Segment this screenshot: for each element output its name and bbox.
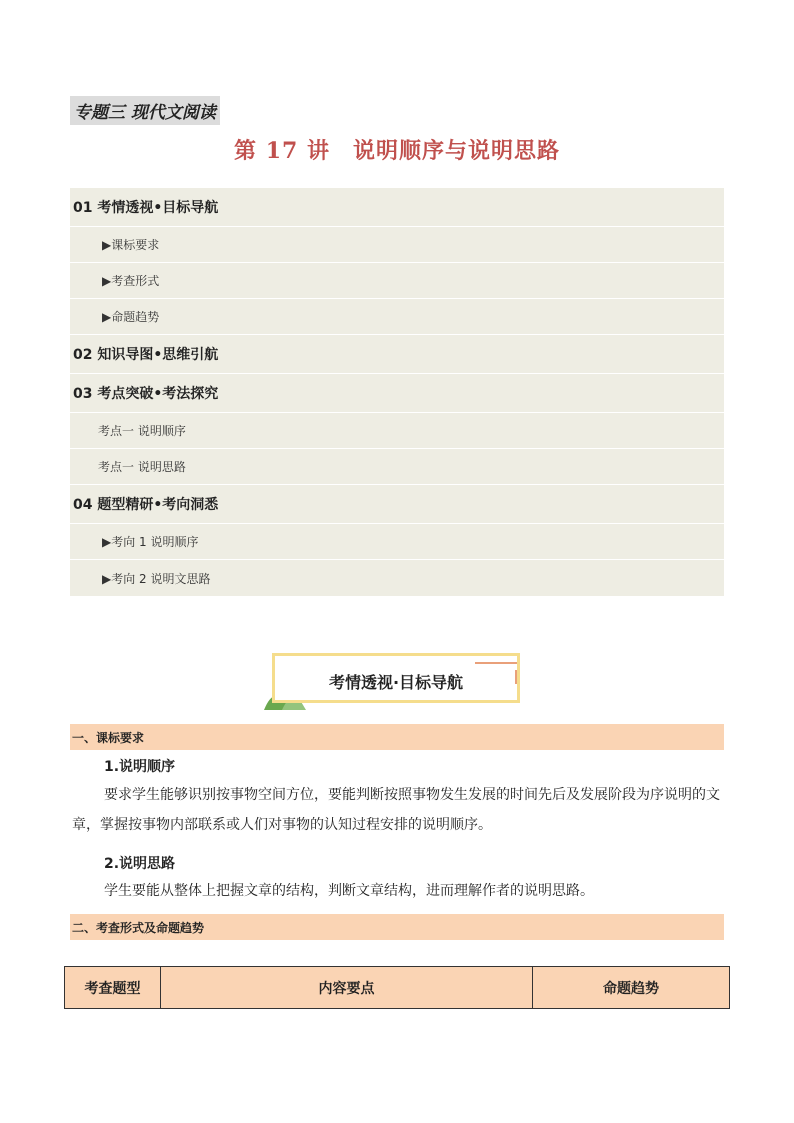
exam-table-header <box>64 966 730 1009</box>
toc-item-exam-form[interactable] <box>70 263 724 299</box>
toc-item-label: ▶命题趋势 <box>102 310 160 324</box>
table-header-cell: 内容要点 <box>161 967 533 1008</box>
paragraph-thinking: 学生要能从整体上把握文章的结构，判断文章结构，进而理解作者的说明思路。 <box>104 883 594 899</box>
toc-item-label: ▶考向 1 说明顺序 <box>102 535 199 549</box>
toc-item-curriculum[interactable] <box>70 227 724 263</box>
toc-item-label: 02 知识导图•思维引航 <box>73 347 219 363</box>
toc-item-3[interactable] <box>70 374 724 413</box>
section-heading-curriculum: 一、课标要求 <box>70 724 724 750</box>
toc-item-label: 03 考点突破•考法探究 <box>73 386 219 402</box>
toc-item-2[interactable] <box>70 335 724 374</box>
toc-item-label: ▶考向 2 说明文思路 <box>102 571 211 586</box>
banner-decoration <box>475 662 517 664</box>
toc-item-label: 考点一 说明思路 <box>98 460 186 474</box>
toc-item-point-thinking[interactable] <box>70 449 724 485</box>
toc-item-label: 04 题型精研•考向洞悉 <box>73 497 219 513</box>
table-of-contents <box>70 188 724 596</box>
topic-tag: 专题三 现代文阅读 <box>70 96 220 125</box>
toc-item-direction-2[interactable] <box>70 560 724 596</box>
toc-item-point-order[interactable] <box>70 413 724 449</box>
table-header-cell: 考查题型 <box>65 967 161 1008</box>
section-banner <box>272 653 520 703</box>
sub-heading-thinking: 2.说明思路 <box>104 856 176 872</box>
toc-item-label: 01 考情透视•目标导航 <box>73 200 219 216</box>
toc-item-1[interactable] <box>70 188 724 227</box>
toc-item-label: ▶考查形式 <box>102 274 160 288</box>
toc-item-label: ▶课标要求 <box>102 238 160 252</box>
toc-item-label: 考点一 说明顺序 <box>98 424 186 438</box>
section-heading-exam-form: 二、考查形式及命题趋势 <box>70 914 724 940</box>
banner-label: 考情透视·目标导航 <box>328 673 464 692</box>
table-header-cell: 命题趋势 <box>603 980 659 997</box>
paragraph-order: 要求学生能够识别按事物空间方位，要能判断按照事物发生发展的时间先后及发展阶段为序说明的文章，掌握按事物内部联系或人们对事物的认知过程安排的说明顺序。 <box>72 787 720 833</box>
sub-heading-order: 1.说明顺序 <box>104 759 176 775</box>
toc-item-direction-1[interactable] <box>70 524 724 560</box>
banner-decoration <box>515 670 517 684</box>
lecture-title: 第 17 讲 说明顺序与说明思路 <box>234 138 560 164</box>
toc-item-trend[interactable] <box>70 299 724 335</box>
toc-item-4[interactable] <box>70 485 724 524</box>
